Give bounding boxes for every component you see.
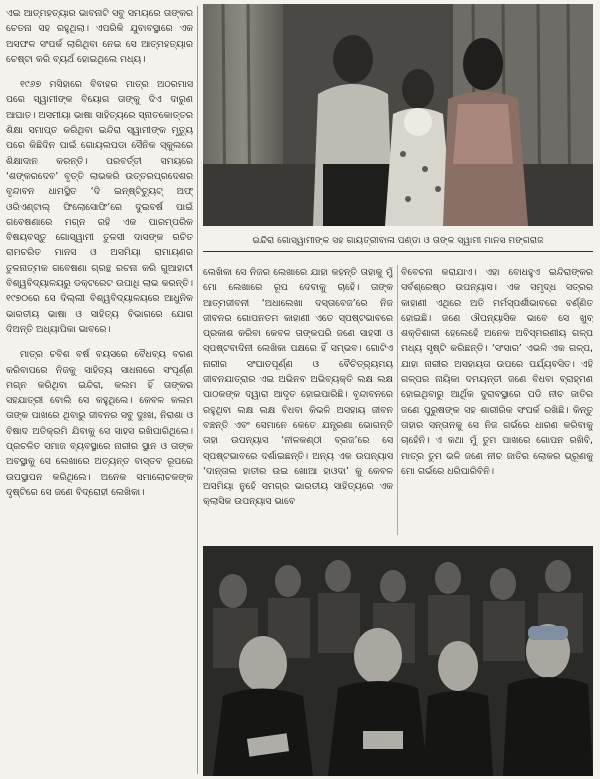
paragraph-3: ମାତ୍ର ଚବିଶ ବର୍ଷ ବୟସରେ ବୈଧବ୍ୟ ବରଣ କରିବାପରେ ନିଜକୁ ସାହିତ୍ୟ ସାଧନାରେ ସଂପୂର୍ଣ୍ଣ ମଗ୍ନ କରିଥିବା ଇନ୍ଦିରା, କଲମ ହିଁ ତାଙ୍କର ସହଯାତ୍ରୀ ବୋଲି ସେ କହୁଥିଲେ। କେବଳ କଲମ ତାଙ୍କ ପାଖରେ ଥିବାରୁ ଜୀବନର ସବୁ ଦୁଃଖ, ନିରାଶା ଓ ବିଷାଦ ଅତିକ୍ରମି ଯିବାକୁ ସେ ସାହସ ରଖିପାରିଥିଲେ। ପ୍ରଚଳିତ ସମାଜ ବ୍ୟବସ୍ଥାରେ ନାରୀର ସ୍ଥାନ ଓ ତାଙ୍କ ଅବସ୍ଥାକୁ ସେ ଲେଖାରେ ଅତ୍ୟନ୍ତ ବାସ୍ତବ ରୂପରେ ଉପସ୍ଥାପନ କରିଥିଲେ। ଅନେକ ସମାଲୋଚକଙ୍କ ଦୃଷ୍ଟିରେ ସେ ଜଣେ ବିଦ୍ରୋହୀ ଲେଖିକା। [6, 349, 193, 498]
audience-photo [203, 546, 593, 776]
right-text: ବିବେଚନା କରାଯାଏ। ଏହା ବୋଧହୁଏ ଇନ୍ଦିରାଙ୍କର ସର୍ବଶ୍ରେଷ୍ଠ ଉପନ୍ୟାସ। ଏକ ସମୃଦ୍ଧ ସତ୍ରର କାହାଣୀ ଏଥିରେ ଅତି ମର୍ମସ୍ପର୍ଶୀଭାବରେ ବର୍ଣ୍ଣିତ ହୋଇଛି। ଜଣେ ଔପନ୍ୟାସିକ ଭାବେ ସେ ଖୁବ୍ ଶକ୍ତିଶାଳୀ ହେଲେହେଁ ଅନେକ ଅବିସ୍ମରଣୀୟ ଗଳ୍ପ ମଧ୍ୟ ସୃଷ୍ଟି କରିଛନ୍ତି। ‘ସଂସାର’ ଏଭଳି ଏକ ଗଳ୍ପ, ଯାହା ନାରୀର ଅସହାୟତା ଉପରେ ପର୍ଯ୍ୟବସିତ। ଏହି ଗଳ୍ପର ନାୟିକା ଦମୟନ୍ତୀ ଜଣେ ବିଧବା ବ୍ରାହ୍ମଣ ହୋଇଥିବାରୁ ଆର୍ଥିକ ଦୁରାବସ୍ଥାରେ ପଡି ନୀଚ ଜାତିର ଜଣେ ପୁରୁଷଙ୍କ ସହ ଶାରୀରିକ ସଂପର୍କ ରଖିଛି। କିନ୍ତୁ ତାହାର ସନ୍ତାନକୁ ସେ ନିଜ ଗର୍ଭରେ ଧାରଣ କରିବାକୁ ଚାହେଁନି। ଏ କଥା ମୁଁ ତୁମ ପାଖରେ ଗୋପନ ରଖିବି, ମାତ୍ର ତୁମ ଭଳି ଜଣେ ନୀଚ ଜାତିର ଲୋକର ଭ୍ରୂଣକୁ ମୋ ଗର୍ଭରେ ଧରିପାରିବିନି। [401, 267, 593, 477]
article-middle-column [203, 265, 393, 535]
article-right-column [401, 265, 593, 535]
group-portrait-photo [203, 4, 593, 226]
middle-text: ଲେଖିକା ସେ ନିଜର ଲେଖାରେ ଯାହା କହନ୍ତି ତାହାକୁ ମୁଁ ମୋ ଲେଖାରେ ରୂପ ଦେବାକୁ ଚାହେଁ। ତାଙ୍କ ଆତ୍ମଜୀବନୀ ‘ଅଧାଲେଖା ଦସ୍ତାବେଜ’ରେ ନିଜ ଜୀବନର ଗୋପନତମ କାହାଣୀ ଏତେ ସ୍ପଷ୍ଟଭାବରେ ପ୍ରକାଶ କରିବା କେବଳ ତାଙ୍କପରି ଜଣେ ସାହସୀ ଓ ସ୍ପଷ୍ଟବାଦିନୀ ଲେଖିକା ପକ୍ଷରେ ହିଁ ସମ୍ଭବ। ଗୋଟିଏ ନାରୀର ସଂଘାତପୂର୍ଣ୍ଣ ଓ ବୈଚିତ୍ର୍ୟମୟ ଜୀବନଯାତ୍ରାର ଏଇ ଅଭିନବ ଅଭିବ୍ୟକ୍ତି ଲକ୍ଷ ଲକ୍ଷ ପାଠକଙ୍କ ଦ୍ୱାରା ଆଦୃତ ହୋଇପାରିଛି। ବୃନ୍ଦାବନରେ ରହୁଥିବା ଲକ୍ଷ ଲକ୍ଷ ବିଧବା କିଭଳି ଅସହାୟ ଜୀବନ ବଞ୍ଚନ୍ତି ଏବଂ ସେମାନେ କେତେ ଯନ୍ତ୍ରଣା ଭୋଗନ୍ତି ତାହା ଉପନ୍ୟାସ ‘ନୀଳକଣ୍ଠୀ ବ୍ରଜ’ରେ ସେ ସ୍ପଷ୍ଟଭାବରେ ଦର୍ଶାଇଛନ୍ତି। ଅନ୍ୟ ଏକ ଉପନ୍ୟାସ ‘ଦାନ୍ତାଲ ହାତୀର ଉଇ ଖୋଆ ହାଓଦା’ କୁ କେବଳ ଅସମିୟା ନୁହେଁ ସମଗ୍ର ଭାରତୀୟ ସାହିତ୍ୟରେ ଏକ କ୍ଲାସିକ ଉପନ୍ୟାସ ଭାବେ [203, 267, 393, 508]
paragraph-2: ୧୯୬୭ ମସିହାରେ ବିବାହର ମାତ୍ର ଅଠରମାସ ପରେ ସ୍ୱାମୀଙ୍କ ବିୟୋଗ ତାଙ୍କୁ ଦିଏ ଦାରୁଣ ଆଘାତ। ଅସମୀୟା ଭାଷା ସାହିତ୍ୟରେ ସ୍ନାତକୋତ୍ତର ଶିକ୍ଷା ସମାପ୍ତ କରିଥିବା ଇନ୍ଦିରା ସ୍ୱାମୀଙ୍କ ମୃତ୍ୟୁ ପରେ କିଛିଦିନ ପାଇଁ ଗୋୟଲପଡା ସୈନିକ ସ୍କୁଲରେ ଶିକ୍ଷାଦାନ କରନ୍ତି। ପରବର୍ତ୍ତୀ ସମୟରେ ‘ଶଙ୍କରଦେବ’ ବୃତ୍ତି ଲାଭକରି ଉତ୍ତରପ୍ରଦେଶର ବୃନ୍ଦାବନ ଧାମସ୍ଥିତ ‘ଦି ଇନ୍‌ଷ୍ଟିଚ୍ୟୁଟ୍ ଅଫ୍ ଓରିଏଣ୍ଟାଲ୍ ଫିଲୋସୋଫି’ରେ ଦୁଇବର୍ଷ ପାଇଁ ଗବେଷଣାରେ ମଗ୍ନ ରହି ଏକ ପାରମ୍ପରିକ ବିଷୟବସ୍ତୁ ଗୋସ୍ୱାମୀ ତୁଳସୀ ଦାସଙ୍କ ରଚିତ ରାମଚରିତ ମାନସ ଓ ଅସମିୟା ରାମାୟଣର ତୁଳନାତ୍ମକ ଗବେଷଣା ଗ୍ରନ୍ଥ ରଚନା କରି ଗୁଆହାଟୀ ବିଶ୍ୱବିଦ୍ୟାଳୟରୁ ଡକ୍ଟରେଟ ଉପାଧି ଲାଭ କରନ୍ତି। ୧୯୭୦ରେ ସେ ଦିଲ୍ଲୀ ବିଶ୍ୱବିଦ୍ୟାଳୟରେ ଆଧୁନିକ ଭାରତୀୟ ଭାଷା ଓ ସାହିତ୍ୟ ବିଭାଗରେ ଯୋଗ ଦିଅନ୍ତି ଅଧ୍ୟାପିକା ଭାବରେ। [6, 79, 193, 335]
article-left-column [6, 6, 193, 776]
top-photo [203, 4, 593, 226]
column-divider [197, 6, 198, 774]
bottom-photo [203, 546, 593, 776]
photo-caption: ଇନ୍ଦିରା ଗୋସ୍ୱାମୀଙ୍କ ସହ ଗାୟତ୍ରୀବାଳା ପଣ୍ଡା ଓ ତାଙ୍କ ସ୍ୱାମୀ ମାନସ ମଙ୍ଗରାଜ [203, 231, 593, 252]
paragraph-1: ଏଇ ଆତ୍ମହତ୍ୟାର ଭାବନାଟି ସବୁ ସମୟରେ ତାଙ୍କର ଚେତନା ସହ ରହୁଥିଲା। ଏପରିକି ଯୁବାବସ୍ଥାରେ ଏକ ଅସଫଳ ସଂପର୍କ ଲାଗିଥିବା ନେଇ ସେ ଆତ୍ମହତ୍ୟାର ଚେଷ୍ଟା କରି ବ୍ୟର୍ଥ ହୋଇଥିଲେ ମଧ୍ୟ। [6, 8, 193, 65]
column-divider-right [397, 265, 398, 535]
